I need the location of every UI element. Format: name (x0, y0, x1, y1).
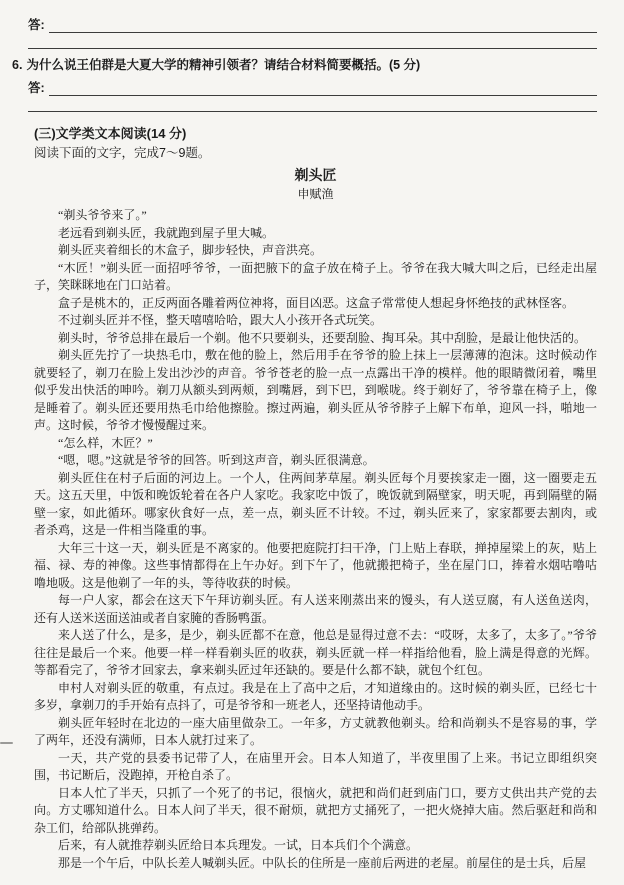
answer-continuation-line (28, 111, 597, 112)
passage-paragraph: 后来，有人就推荐剃头匠给日本兵理发。一试，日本兵们个个满意。 (58, 838, 419, 852)
passage-paragraph: 不过剃头匠并不怪，整天嘻嘻哈哈，跟大人小孩开各式玩笑。 (58, 313, 383, 327)
answer-write-line (49, 28, 597, 33)
answer-blank-q6 (28, 75, 597, 96)
passage-paragraph: 老远看到剃头匠，我就跑到屋子里大喊。 (58, 225, 275, 240)
passage-paragraph: “木匠！”剃头匠一面招呼爷爷，一面把腋下的盒子放在椅子上。爷爷在我大喊大叫之后，已经走出屋子，笑眯眯地在门口站着。 (34, 260, 597, 292)
passage-paragraph: 一天，共产党的县委书记带了人，在庙里开会。日本人知道了，半夜里围了上来。书记立即组织突围，书记断后，没跑掉，开枪自杀了。 (34, 750, 597, 782)
passage-paragraph: 盒子是桃木的，正反两面各雕着两位神将，面目凶恶。这盒子常常使人想起身怀绝技的武林怪客。 (58, 295, 575, 310)
passage-title: 剃头匠 (294, 167, 337, 183)
passage-paragraph: “剃头爷爷来了。” (58, 208, 147, 222)
answer-blank-top (28, 12, 597, 33)
passage-paragraph: 日本人忙了半天，只抓了一个死了的书记，很恼火，就把和尚们赶到庙门口，要方丈供出共产党的去向。方丈哪知道什么。日本人问了半天，很不耐烦，就把方丈捅死了，一把火烧掉大庙。然后驱赶和尚和杂工们，给部队挑弹药。 (34, 785, 597, 835)
question-6 (12, 56, 597, 75)
answer-continuation-line (28, 48, 597, 49)
passage-author: 申赋渔 (297, 187, 334, 201)
passage-paragraph: 剃头匠年轻时在北边的一座大庙里做杂工。一年多，方丈就教他剃头。给和尚剃头不是容易的事，学了两年，还没有满师，日本人就打过来了。 (34, 715, 597, 747)
passage-paragraph: 大年三十这一天，剃头匠是不离家的。他要把庭院打扫干净，门上贴上春联，掸掉屋梁上的灰，贴上福、禄、寿的神像。这些事情都得在上午办好。到下午了，他就搬把椅子，坐在屋门口，捧着水烟咕噜咕噜地吸。这是他剃了一年的头，等待收获的时候。 (34, 540, 597, 590)
passage-paragraph: 剃头时，爷爷总排在最后一个剃。他不只要剃头，还要刮脸、掏耳朵。其中刮脸，是最让他快活的。 (58, 330, 587, 345)
passage-paragraph: 来人送了什么，是多，是少，剃头匠都不在意，他总是显得过意不去：“哎呀，太多了，太多了。”爷爷往往是最后一个来。他要一样一样看剃头匠的收获，剃头匠就一样一样指给他看，脸上满是得意的光辉。等都看完了，爷爷才回家去，拿来剃头匠过年还缺的。要是什么都不缺，就包个红包。 (34, 628, 597, 677)
question-6-text: 为什么说王伯群是大夏大学的精神引领者？请结合材料简要概括。(5 分) (26, 58, 421, 72)
passage-paragraph: 申村人对剃头匠的敬重，有点过。我是在上了高中之后，才知道缘由的。这时候的剃头匠，已经七十多岁，拿剃刀的手开始有点抖了，可是爷爷和一班老人，还坚持请他动手。 (34, 680, 597, 712)
section-heading: (三)文学类文本阅读(14 分) (34, 126, 187, 141)
passage-paragraph: 那是一个午后，中队长差人喊剃头匠。中队长的住所是一座前后两进的老屋。前屋住的是士兵，后屋 (58, 855, 587, 870)
answer-label: 答: (28, 81, 45, 95)
passage-paragraph: 剃头匠夹着细长的木盒子，脚步轻快，声音洪亮。 (58, 243, 323, 257)
passage-paragraph: 每一户人家，都会在这天下午拜访剃头匠。有人送来刚蒸出来的馒头，有人送豆腐，有人送鱼送肉，还有人送米送面送油或者自家腌的香肠鸭蛋。 (34, 593, 597, 625)
answer-write-line (49, 91, 597, 96)
passage-body (34, 207, 597, 872)
scan-artifact-mark (0, 742, 13, 744)
passage-paragraph: 剃头匠先拧了一块热毛巾，敷在他的脸上，然后用手在爷爷的脸上抹上一层薄薄的泡沫。这时候动作就要轻了，剃刀在脸上发出沙沙的声音。爷爷苍老的脸一点一点露出干净的模样。他的眼睛微闭着，嘴里似乎发出快活的呻吟。剃刀从额头到两颊，到嘴唇，到下巴，到喉咙。终于剃好了，爷爷靠在椅子上，像是睡着了。剃头匠还要用热毛巾给他擦脸。擦过两遍，剃头匠从爷爷脖子上解下布单，迎风一抖，啪地一声。这时候，爷爷才慢慢醒过来。 (34, 348, 597, 432)
passage-paragraph: “怎么样，木匠？” (58, 435, 153, 450)
reading-instruction: 阅读下面的文字，完成7～9题。 (34, 146, 211, 160)
passage-paragraph: 剃头匠住在村子后面的河边上。一个人，住两间茅草屋。剃头匠每个月要挨家走一圈，这一圈要走五天。这五天里，中饭和晚饭轮着在各户人家吃。我家吃中饭了，晚饭就到隔壁家，明天呢，再到隔壁的隔壁一家，如此循环。哪家伙食好一点，差一点，剃头匠不计较。不过，剃头匠来了，家家都要去割肉，或者杀鸡，这是一件相当隆重的事。 (34, 470, 597, 537)
question-6-number: 6. (12, 58, 23, 72)
answer-label: 答: (28, 18, 45, 32)
passage-paragraph: “嗯，嗯。”这就是爷爷的回答。听到这声音，剃头匠很满意。 (58, 453, 375, 467)
